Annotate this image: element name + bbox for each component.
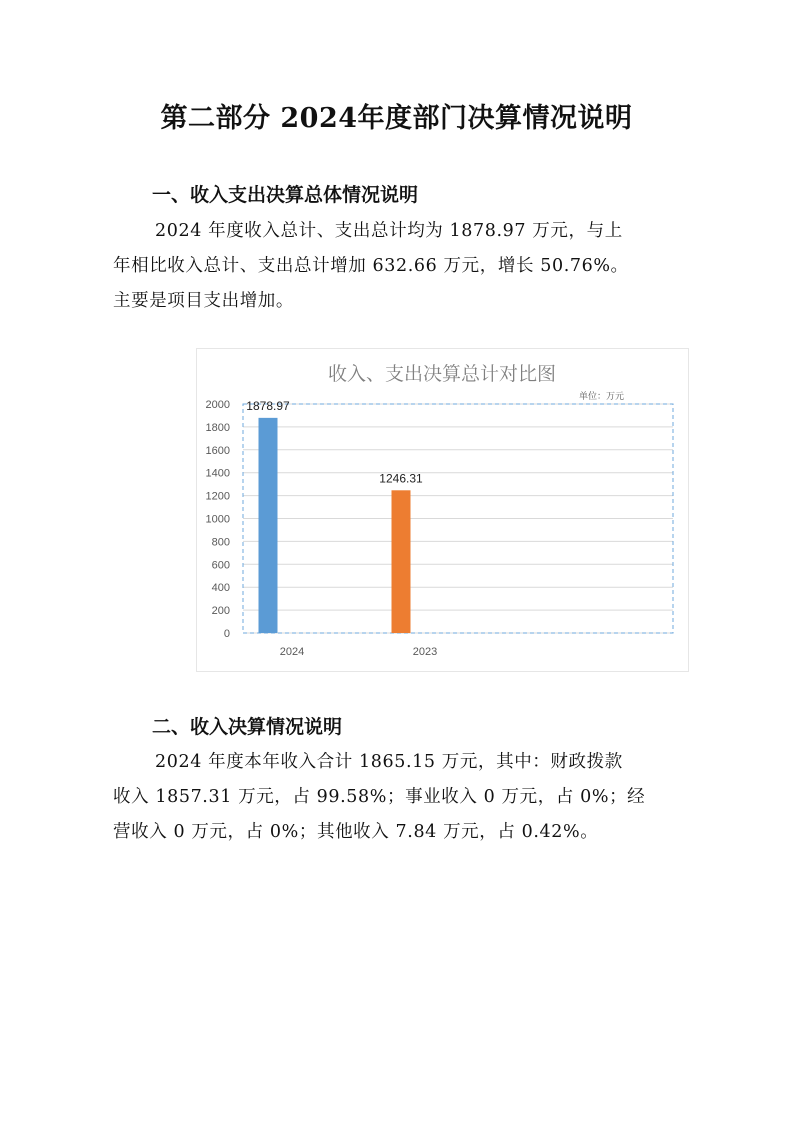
bar-2024 (259, 418, 278, 633)
section-2-paragraph (113, 745, 683, 850)
y-tick-label: 0 (223, 628, 230, 640)
section-1-paragraph (113, 214, 683, 319)
section-heading-1: 一、收入支出决算总体情况说明 (152, 184, 419, 206)
comparison-chart (196, 348, 689, 672)
section-heading-2: 二、收入决算情况说明 (152, 716, 343, 738)
paragraph-line: 营收入 0 万元，占 0%；其他收入 7.84 万元，占 0.42%。 (113, 822, 599, 842)
chart-unit-note: 单位：万元 (578, 391, 624, 401)
bar-value-label: 1878.97 (246, 398, 290, 413)
paragraph-line: 收入 1857.31 万元，占 99.58%；事业收入 0 万元，占 0%；经 (113, 787, 646, 807)
y-tick-label: 1000 (205, 513, 230, 526)
y-tick-label: 800 (211, 536, 230, 549)
y-tick-label: 400 (211, 582, 230, 595)
bar-2023 (392, 490, 411, 633)
paragraph-line: 年相比收入总计、支出总计增加 632.66 万元，增长 50.76%。 (113, 256, 629, 276)
x-tick-label: 2023 (412, 646, 438, 658)
y-tick-label: 1600 (205, 444, 230, 457)
y-tick-label: 600 (211, 559, 230, 572)
y-tick-label: 1200 (205, 490, 230, 503)
y-tick-label: 2000 (205, 399, 230, 411)
paragraph-line: 2024 年度收入总计、支出总计均为 1878.97 万元，与上 (155, 221, 623, 241)
paragraph-line: 2024 年度本年收入合计 1865.15 万元，其中：财政拨款 (155, 752, 623, 772)
paragraph-line: 主要是项目支出增加。 (113, 291, 294, 311)
page-title: 第二部分 2024年度部门决算情况说明 (160, 103, 633, 134)
y-tick-label: 200 (211, 605, 230, 618)
chart-title: 收入、支出决算总计对比图 (327, 364, 557, 385)
bar-value-label: 1246.31 (379, 471, 423, 486)
x-tick-label: 2024 (279, 646, 305, 658)
y-tick-label: 1400 (205, 467, 230, 480)
y-tick-label: 1800 (205, 421, 230, 434)
chart-svg (196, 348, 689, 672)
